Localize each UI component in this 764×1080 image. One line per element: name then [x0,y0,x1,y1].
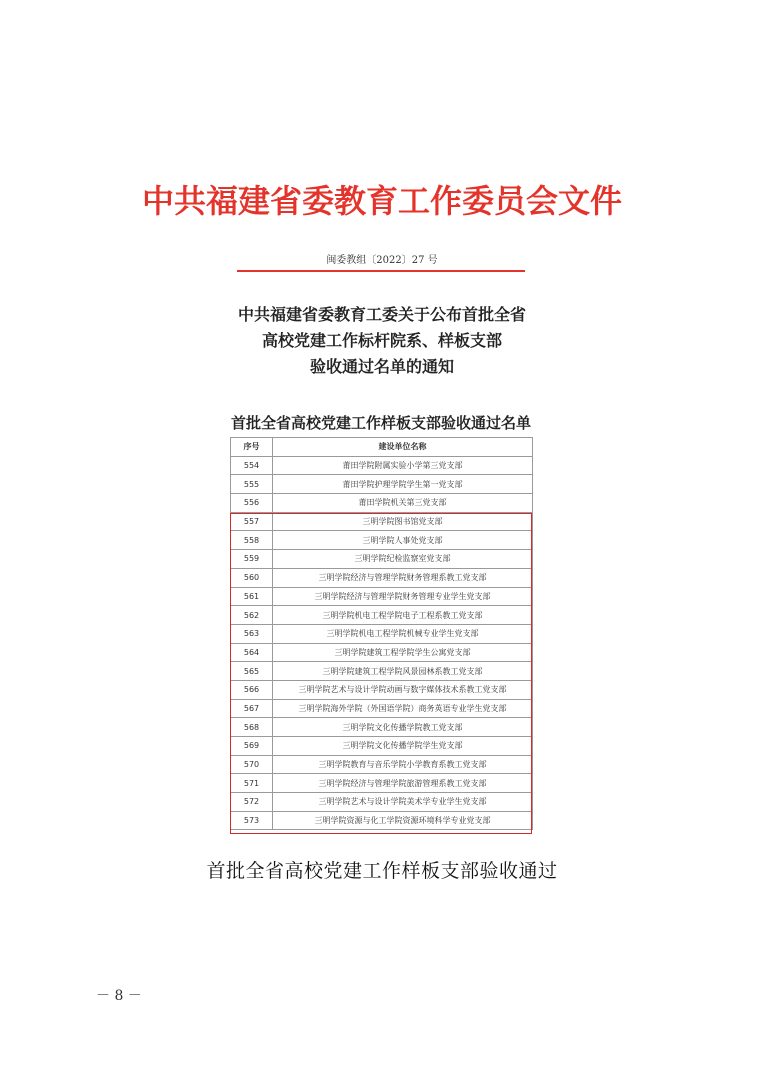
row-unit-name-cell: 三明学院教育与音乐学院小学教育系教工党支部 [273,755,533,774]
row-unit-name-cell: 三明学院人事处党支部 [273,531,533,550]
row-unit-name-cell: 三明学院经济与管理学院财务管理系教工党支部 [273,568,533,587]
table-row [231,643,533,662]
row-number-cell: 557 [231,512,273,531]
table-row [231,699,533,718]
table-row [231,718,533,737]
row-number-cell: 568 [231,718,273,737]
row-number-cell: 556 [231,494,273,513]
row-number-cell: 572 [231,793,273,812]
table-row [231,755,533,774]
row-unit-name-cell: 三明学院资源与化工学院资源环境科学专业党支部 [273,811,533,830]
table-row [231,531,533,550]
row-number-cell: 565 [231,662,273,681]
table-row [231,494,533,513]
row-number-cell: 560 [231,568,273,587]
table-header-row [231,438,533,457]
table-row [231,811,533,830]
row-number-cell: 558 [231,531,273,550]
document-number: 闽委教组〔2022〕27 号 [326,255,438,266]
notice-title [0,302,764,380]
column-header-unit-name: 建设单位名称 [273,438,533,457]
approved-list-table-wrapper [230,409,532,830]
row-unit-name-cell: 三明学院建筑工程学院风景园林系教工党支部 [273,662,533,681]
row-number-cell: 569 [231,737,273,756]
table-row [231,568,533,587]
table-row [231,606,533,625]
approved-list-table [230,437,533,830]
row-unit-name-cell: 莆田学院附属实验小学第三党支部 [273,456,533,475]
row-number-cell: 555 [231,475,273,494]
row-unit-name-cell: 三明学院建筑工程学院学生公寓党支部 [273,643,533,662]
table-body [231,456,533,830]
red-divider-line [237,270,525,272]
row-unit-name-cell: 三明学院海外学院（外国语学院）商务英语专业学生党支部 [273,699,533,718]
table-row [231,680,533,699]
row-unit-name-cell: 莆田学院机关第三党支部 [273,494,533,513]
row-unit-name-cell: 三明学院图书馆党支部 [273,512,533,531]
table-row [231,456,533,475]
notice-title-line-3: 验收通过名单的通知 [309,357,454,376]
row-unit-name-cell: 三明学院经济与管理学院旅游管理系教工党支部 [273,774,533,793]
row-unit-name-cell: 三明学院机电工程学院电子工程系教工党支部 [273,606,533,625]
table-row [231,587,533,606]
row-unit-name-cell: 莆田学院护理学院学生第一党支部 [273,475,533,494]
row-number-cell: 562 [231,606,273,625]
row-number-cell: 559 [231,550,273,569]
row-number-cell: 573 [231,811,273,830]
table-row [231,512,533,531]
table-row [231,624,533,643]
bottom-caption: 首批全省高校党建工作样板支部验收通过 [206,860,558,882]
row-unit-name-cell: 三明学院机电工程学院机械专业学生党支部 [273,624,533,643]
row-unit-name-cell: 三明学院艺术与设计学院美术学专业学生党支部 [273,793,533,812]
table-row [231,550,533,569]
table-row [231,662,533,681]
row-unit-name-cell: 三明学院文化传播学院教工党支部 [273,718,533,737]
column-header-number: 序号 [231,438,273,457]
row-number-cell: 564 [231,643,273,662]
row-number-cell: 567 [231,699,273,718]
row-number-cell: 570 [231,755,273,774]
row-number-cell: 571 [231,774,273,793]
row-unit-name-cell: 三明学院经济与管理学院财务管理专业学生党支部 [273,587,533,606]
row-unit-name-cell: 三明学院艺术与设计学院动画与数字媒体技术系教工党支部 [273,680,533,699]
row-unit-name-cell: 三明学院纪检监察室党支部 [273,550,533,569]
row-number-cell: 554 [231,456,273,475]
table-row [231,793,533,812]
table-caption: 首批全省高校党建工作样板支部验收通过名单 [230,414,531,432]
page-number: － 8 － [96,988,142,1004]
notice-title-line-1: 中共福建省委教育工委关于公布首批全省 [237,305,526,324]
table-row [231,774,533,793]
row-number-cell: 561 [231,587,273,606]
row-number-cell: 563 [231,624,273,643]
table-row [231,475,533,494]
notice-title-line-2: 高校党建工作标杆院系、样板支部 [261,331,502,350]
document-header-title: 中共福建省委教育工作委员会文件 [141,182,622,220]
row-unit-name-cell: 三明学院文化传播学院学生党支部 [273,737,533,756]
table-row [231,737,533,756]
row-number-cell: 566 [231,680,273,699]
